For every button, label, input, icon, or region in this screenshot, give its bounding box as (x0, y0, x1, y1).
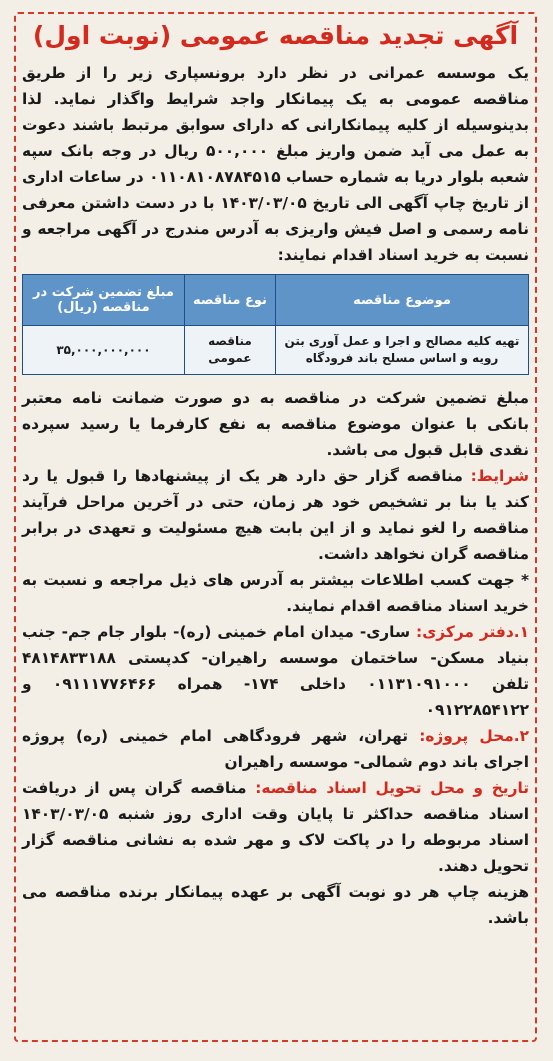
conditions-text: مناقصه گزار حق دارد هر یک از پیشنهادها را قبول یا رد کند یا بنا بر تشخیص خود هر زمان، حتی در آخرین مراحل فرآیند مناقصه را لغو نماید و از این بابت هیچ مسئولیت و تعهدی در برابر مناقصه گران نخواهد داشت. (22, 467, 529, 563)
conditions-label: شرایط: (470, 467, 529, 485)
table-row (23, 326, 529, 375)
header-amount: مبلغ تضمین شرکت در مناقصه (ریال) (23, 275, 185, 326)
cell-amount: ۳۵,۰۰۰,۰۰۰,۰۰۰ (23, 326, 185, 375)
project-text: تهران، شهر فرودگاهی امام خمینی (ره) پروژه اجرای باند دوم شمالی- موسسه راهیران (22, 727, 529, 771)
guarantee-paragraph: مبلغ تضمین شرکت در مناقصه به دو صورت ضمانت نامه معتبر بانکی با عنوان موضوع مناقصه به نفع کارفرما یا رسید سپرده نقدی قابل قبول می باشد. (22, 389, 529, 459)
office-paragraph (22, 619, 529, 723)
delivery-label: تاریخ و محل تحویل اسناد مناقصه: (255, 779, 529, 797)
office-text: ساری- میدان امام خمینی (ره)- بلوار جام جم- جنب بنیاد مسکن- ساختمان موسسه راهیران- کدپستی ۴۸۱۴۸۳۳۱۸۸ تلفن ۰۱۱۳۱۰۹۱۰۰۰ داخلی ۱۷۴- همراه ۰۹۱۱۱۷۷۶۴۶۶ و ۰۹۱۲۲۸۵۴۱۲۲ (22, 623, 529, 719)
cost-note: هزینه چاپ هر دو نوبت آگهی بر عهده پیمانکار برنده مناقصه می باشد. (22, 883, 529, 927)
header-subject: موضوع مناقصه (276, 275, 529, 326)
delivery-paragraph (22, 775, 529, 879)
office-label: ۱.دفتر مرکزی: (416, 623, 529, 641)
ad-content (22, 18, 529, 931)
header-type: نوع مناقصه (184, 275, 275, 326)
project-paragraph (22, 723, 529, 775)
tender-table (22, 274, 529, 375)
intro-paragraph: یک موسسه عمرانی در نظر دارد برونسپاری زیر را از طریق مناقصه عمومی به یک پیمانکار واجد شرایط واگذار نماید. لذا بدینوسیله از کلیه پیمانکارانی که دارای سوابق مرتبط باشند دعوت به عمل می آید ضمن واریز مبلغ ۵۰۰,۰۰۰ ریال در وجه بانک سپه شعبه بلوار دریا به شماره حساب ۰۱۱۰۸۱۰۸۷۸۴۵۱۵ در ساعات اداری از تاریخ چاپ آگهی الی تاریخ ۱۴۰۳/۰۳/۰۵ با در دست داشتن معرفی نامه رسمی و اصل فیش واریزی به آدرس مندرج در آگهی مراجعه و نسبت به خرید اسناد اقدام نمایند: (22, 64, 529, 264)
cell-subject: تهیه کلیه مصالح و اجرا و عمل آوری بتن رویه و اساس مسلح باند فرودگاه (276, 326, 529, 375)
info-note: * جهت کسب اطلاعات بیشتر به آدرس های ذیل مراجعه و نسبت به خرید اسناد مناقصه اقدام نمایند. (22, 571, 529, 615)
delivery-text: مناقصه گران پس از دریافت اسناد مناقصه حداکثر تا پایان وقت اداری روز شنبه ۱۴۰۳/۰۳/۰۵ اسناد مربوطه را در پاکت لاک و مهر شده به نشانی مناقصه گزار تحویل دهند. (22, 779, 529, 875)
cell-type: مناقصه عمومی (184, 326, 275, 375)
conditions-paragraph (22, 463, 529, 567)
tender-table-header-row (23, 275, 529, 326)
ad-title: آگهی تجدید مناقصه عمومی (نوبت اول) (32, 21, 519, 50)
project-label: ۲.محل پروژه: (419, 727, 529, 745)
